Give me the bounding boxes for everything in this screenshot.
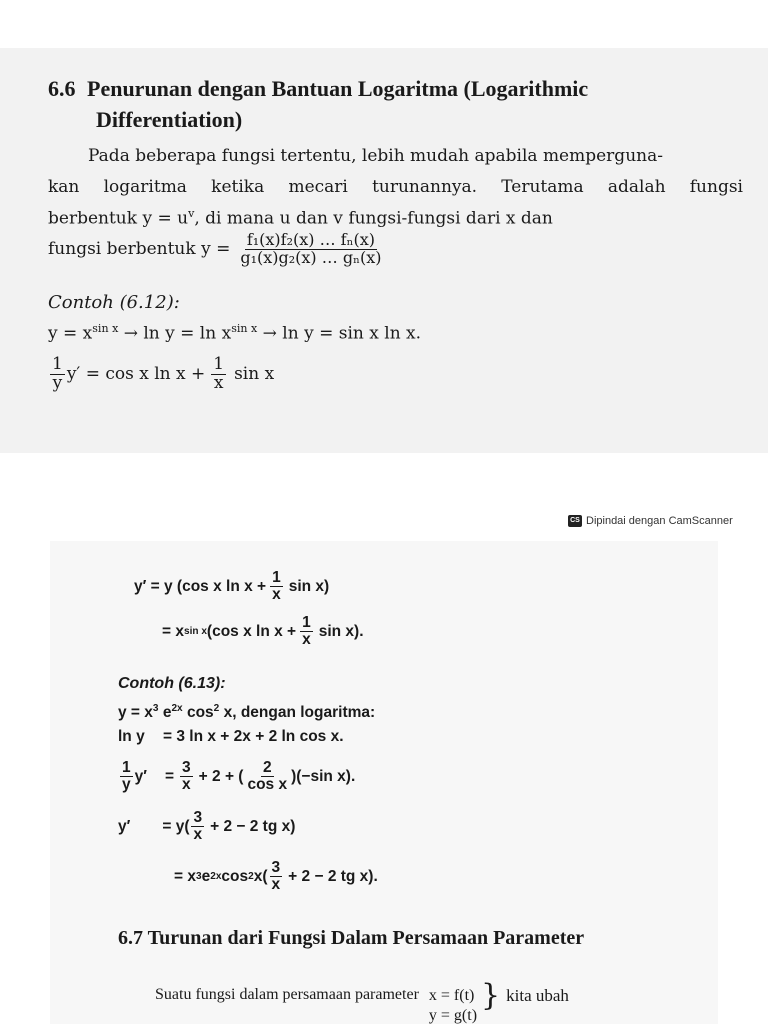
param-y: y = g(t) — [428, 1007, 478, 1024]
section-heading-6-6 — [48, 76, 588, 102]
l7-e: + 2 − 2 tg x). — [288, 867, 378, 885]
l6-den: x — [193, 826, 203, 844]
param-tail: kita ubah — [506, 986, 569, 1005]
l5-frac-3-over-x — [180, 760, 193, 794]
para3-a: berbentuk y = u — [48, 208, 189, 229]
eq2-frac-den: x — [213, 372, 224, 393]
camscanner-icon: CS — [568, 515, 582, 527]
equation-2 — [48, 356, 274, 393]
para3-sup: v — [188, 207, 195, 220]
equation-1 — [48, 322, 421, 344]
param-text: Suatu fungsi dalam persamaan parameter — [155, 986, 419, 1003]
param-x: x = f(t) — [428, 987, 475, 1004]
page2-line-4 — [118, 728, 344, 746]
l7-b: e — [201, 867, 211, 885]
fraction-numerator: f₁(x)f₂(x) … fₙ(x) — [246, 230, 376, 249]
l5-one: 1 — [122, 759, 131, 776]
paragraph-line-1: Pada beberapa fungsi tertentu, lebih mudah apabila memperguna- — [88, 146, 663, 166]
parameter-line — [155, 978, 569, 1026]
l7-d: x( — [253, 867, 268, 885]
l6-num: 3 — [193, 809, 203, 826]
eq2-den: y — [52, 372, 63, 393]
paragraph-line-3 — [48, 207, 553, 229]
l5-frac-2-over-cos — [245, 760, 289, 794]
eq1-c: → ln y = sin x ln x. — [257, 323, 422, 344]
l2-num: 1 — [302, 614, 311, 631]
page2-line-5 — [118, 760, 355, 794]
l5-a: y′ — [134, 767, 147, 785]
eq2-num: 1 — [52, 354, 63, 374]
fraction-denominator: g₁(x)g₂(x) … gₙ(x) — [240, 247, 382, 267]
page2-line-7 — [174, 860, 378, 894]
eq2-b: sin x — [234, 364, 275, 385]
l2-den: x — [302, 631, 311, 649]
l2-frac — [300, 615, 313, 649]
scanner-badge-text: Dipindai dengan CamScanner — [586, 515, 733, 527]
l3-b: e — [158, 704, 172, 722]
l5-y: y — [122, 776, 131, 794]
l7-num: 3 — [271, 859, 281, 876]
heading-line-1: Penurunan dengan Bantuan Logaritma (Logarithmic — [87, 76, 589, 101]
l6-c: + 2 − 2 tg x) — [210, 817, 296, 835]
eq1-b: → ln y = ln x — [118, 323, 232, 344]
l5-b: = — [164, 767, 175, 785]
paragraph-line-2: kan logaritma ketika mecari turunannya. Terutama adalah fungsi — [48, 177, 743, 197]
l2-c: sin x). — [318, 622, 364, 640]
l7-frac — [270, 860, 283, 894]
l6-b: = y( — [162, 817, 190, 835]
l1-b: sin x) — [288, 577, 330, 595]
param-equations — [429, 986, 477, 1026]
l7-c: cos — [221, 867, 249, 885]
page2-line-2 — [162, 615, 364, 649]
page2-line-6 — [118, 810, 295, 844]
l7-a: = x — [174, 867, 196, 885]
l1-num: 1 — [272, 569, 281, 586]
page2-line-3 — [118, 703, 375, 722]
l3-sup1: 3 — [152, 703, 159, 714]
eq1-sup2: sin x — [231, 322, 258, 335]
l3-d: x, dengan logaritma: — [219, 704, 376, 722]
page2-line-1 — [134, 570, 329, 604]
eq2-frac-1-over-x — [211, 356, 226, 393]
eq2-frac-1-over-y — [50, 356, 65, 393]
l7-den: x — [271, 876, 281, 894]
l1-a: y′ = y (cos x ln x + — [134, 577, 267, 595]
eq1-a: y = x — [48, 323, 93, 344]
l7-sup1: 3 — [195, 871, 202, 883]
para3-b: , di mana u dan v fungsi-fungsi dari x dan — [194, 208, 553, 229]
l7-sup2: 2x — [210, 871, 222, 883]
l2-a: = x — [162, 622, 184, 640]
l5-d: )(−sin x). — [291, 767, 356, 785]
l6-frac — [191, 810, 204, 844]
l5-num2: 2 — [262, 759, 272, 776]
eq1-sup1: sin x — [92, 322, 119, 335]
l3-a: y = x — [118, 704, 153, 722]
paragraph-line-4 — [48, 232, 386, 267]
l3-sup3: 2 — [213, 703, 220, 714]
l7-sup3: 2 — [248, 871, 254, 883]
l4-a: ln y — [118, 728, 145, 745]
l1-den: x — [272, 586, 281, 604]
para4-text: fungsi berbentuk y = — [48, 239, 231, 260]
example-label-6-12: Contoh (6.12): — [48, 292, 180, 313]
section-heading-6-7: 6.7 Turunan dari Fungsi Dalam Persamaan Parameter — [118, 927, 585, 949]
fraction-f-over-g — [238, 232, 383, 267]
l3-sup2: 2x — [171, 703, 183, 714]
l5-c: + 2 + ( — [198, 767, 244, 785]
l1-frac — [270, 570, 283, 604]
l5-den1: x — [182, 776, 191, 794]
heading-line-2: Differentiation) — [96, 107, 243, 132]
l2-sup: sin x — [183, 626, 207, 638]
eq2-a: y′ = cos x ln x + — [66, 364, 206, 385]
scanner-badge — [568, 515, 733, 527]
l3-c: cos — [182, 704, 214, 722]
right-brace-icon: } — [481, 978, 501, 1013]
l5-num1: 3 — [182, 759, 191, 776]
l5-frac-1-over-y — [120, 760, 133, 794]
heading-number: 6.6 — [48, 76, 76, 101]
l6-a: y′ — [118, 817, 131, 835]
l2-b: (cos x ln x + — [206, 622, 297, 640]
eq2-frac-num: 1 — [213, 354, 225, 374]
l4-b: = 3 ln x + 2x + 2 ln cos x. — [163, 728, 344, 745]
example-label-6-13: Contoh (6.13): — [118, 675, 226, 692]
l5-den2: cos x — [247, 776, 288, 794]
